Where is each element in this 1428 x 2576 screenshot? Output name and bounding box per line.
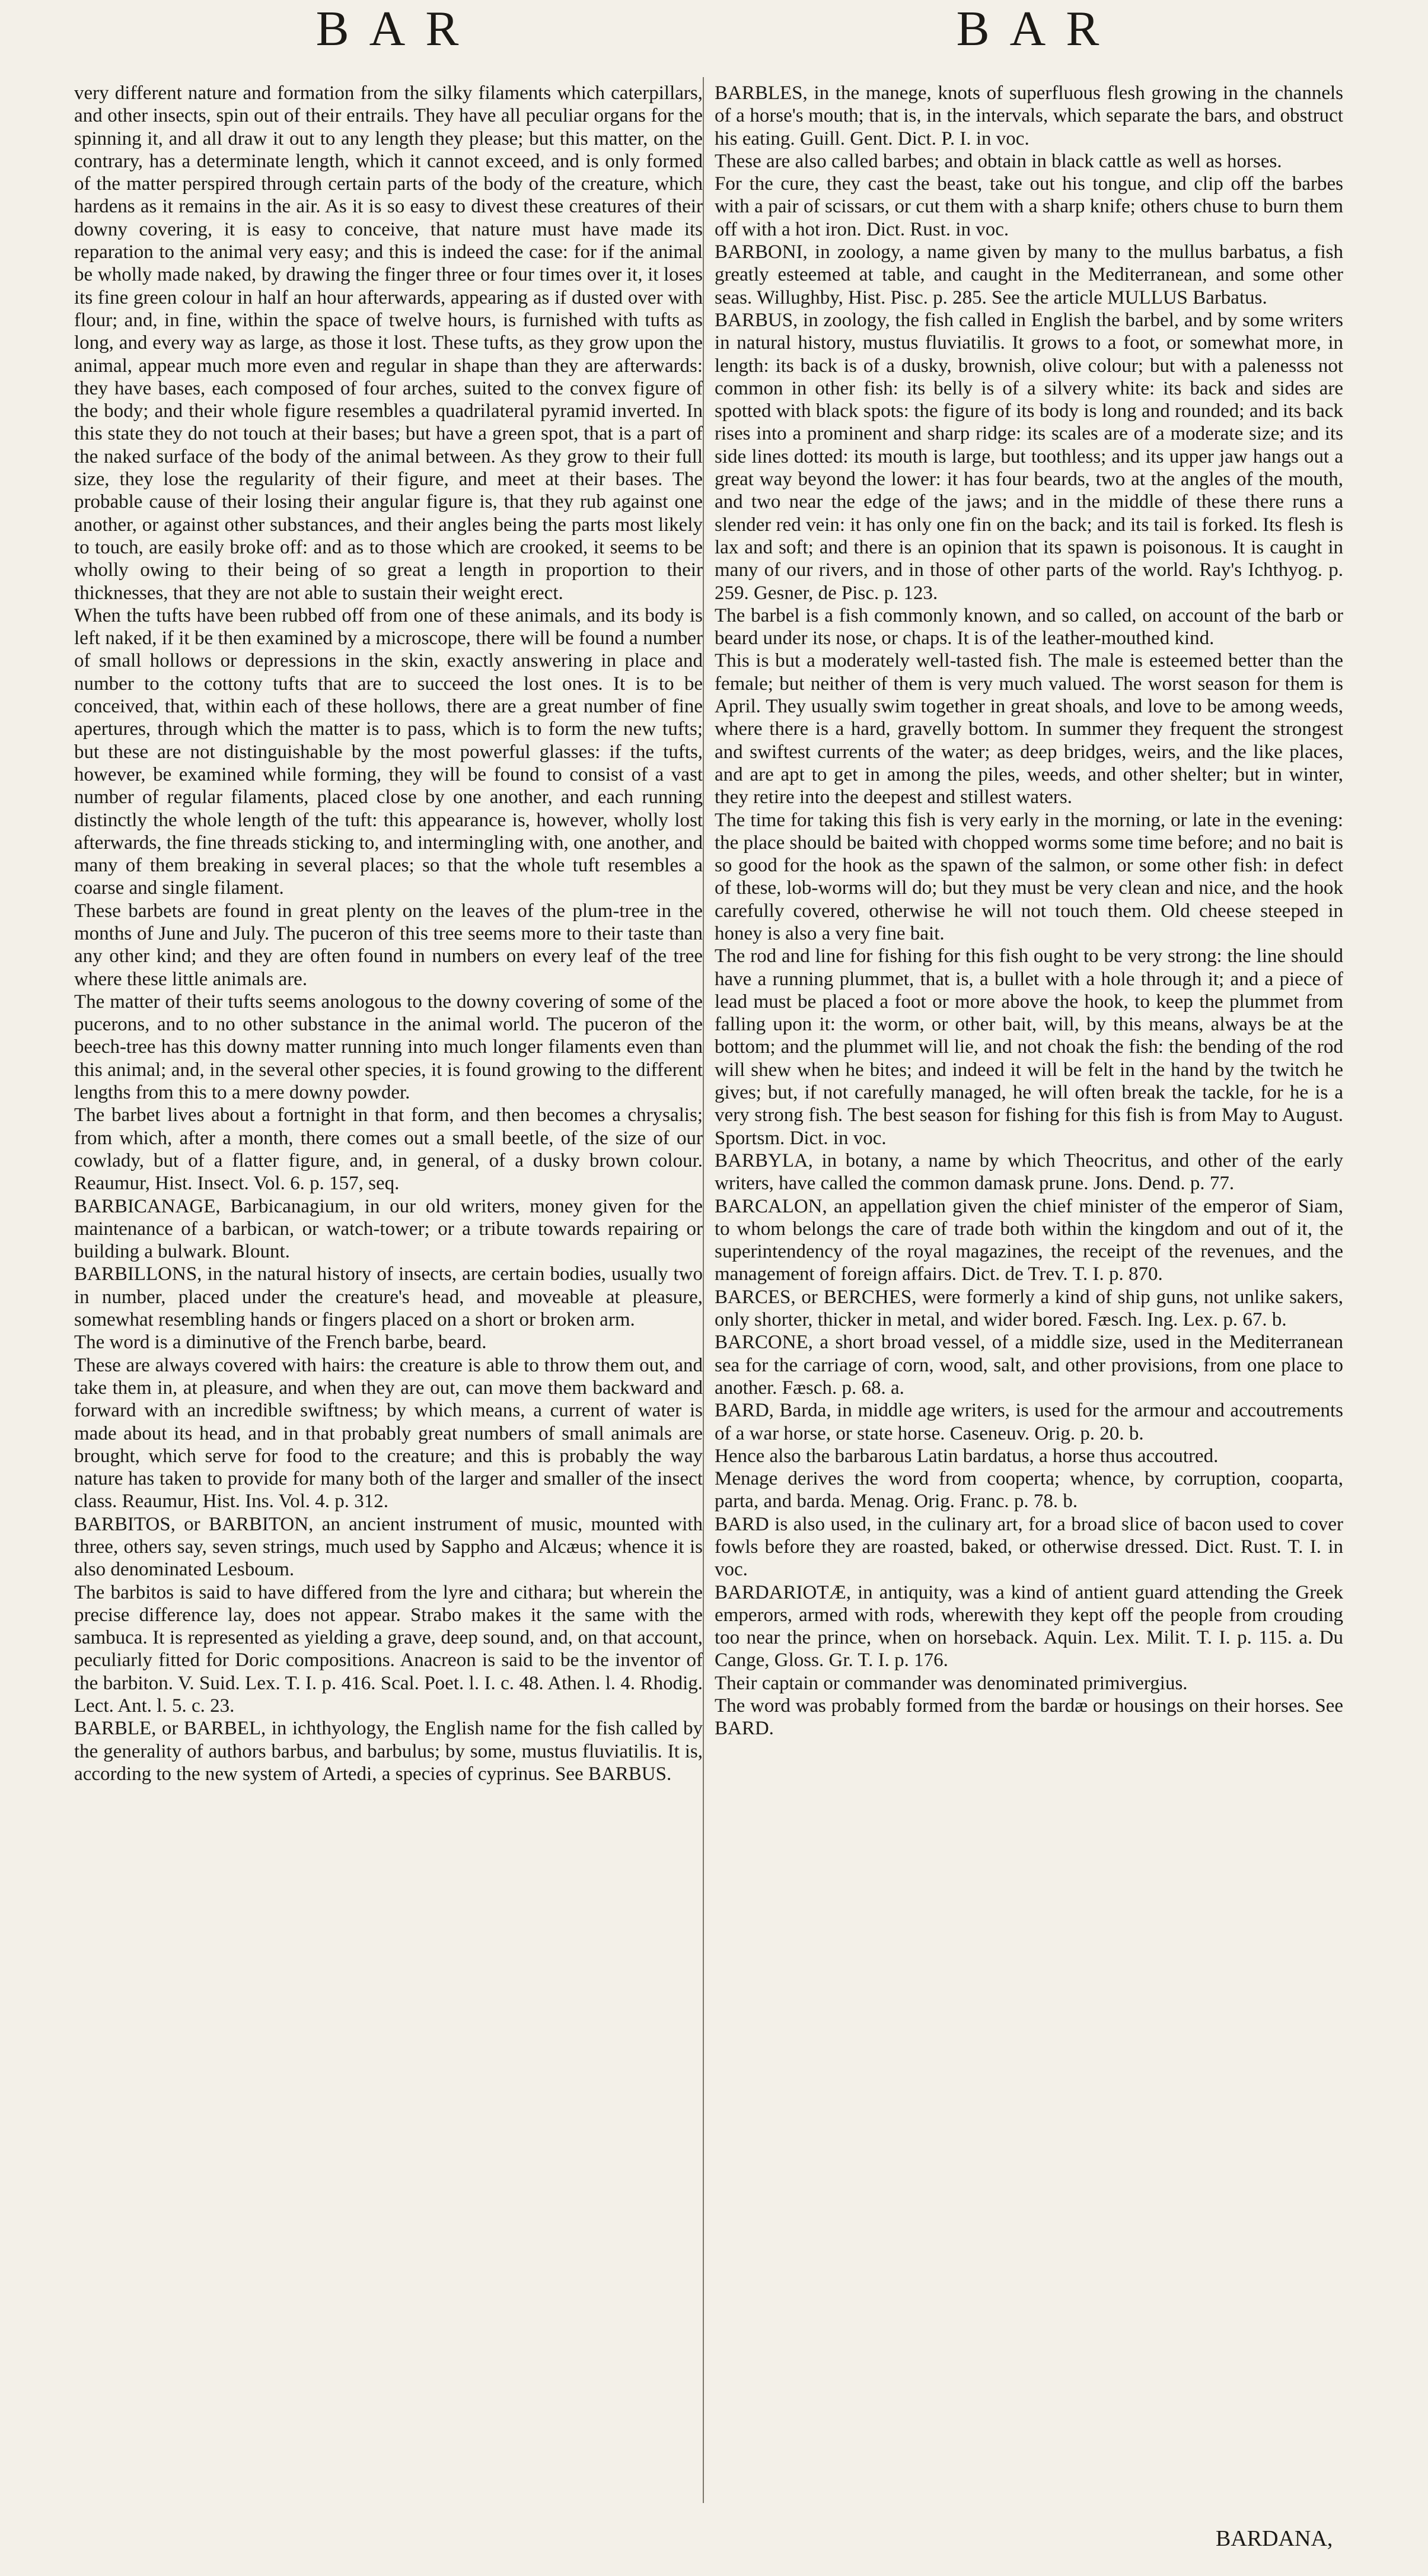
column-rule — [703, 77, 704, 2503]
paragraph: BARBLES, in the manege, knots of superfluous flesh growing in the channels of a horse's mouth; that is, in the intervals, which separate the bars, and obstruct his eating. Guill. Gent. Dict. P. I. in voc. — [715, 82, 1343, 149]
paragraph: BARBICANAGE, Barbicanagium, in our old writers, money given for the maintenance of a barbican, or watch-tower; or a tribute towards repairing or building a bulwark. Blount. — [74, 1195, 703, 1263]
paragraph: BARD, Barda, in middle age writers, is used for the armour and accoutrements of a war horse, or state horse. Caseneuv. Orig. p. 20. b. — [715, 1400, 1343, 1444]
paragraph: These barbets are found in great plenty on the leaves of the plum-tree in the months of June and July. The puceron of this tree seems more to their taste than any other kind; and they are often found in numbers on every leaf of the tree where these little animals are. — [74, 900, 703, 990]
paragraph: When the tufts have been rubbed off from one of these animals, and its body is left naked, if it be then examined by a microscope, there will be found a number of small hollows or depressions in the skin, exactly answering in place and number to the cottony tufts that are to succeed the lost ones. It is to be conceived, that, within each of these hollows, there are a great number of fine apertures, through which the matter is to pass, which is to form the new tufts; but these are not distinguishable by the most powerful glasses: if the tufts, however, be examined while forming, they will be found to consist of a vast number of regular filaments, placed close by one another, and each running distinctly the whole length of the tuft: this appearance is, however, wholly lost afterwards, the fine threads sticking to, and intermingling with, one another, and many of them breaking in several places; so that the whole tuft resembles a coarse and single filament. — [74, 604, 703, 899]
paragraph: The barbel is a fish commonly known, and so called, on account of the barb or beard under its nose, or chaps. It is of the leather-mouthed kind. — [715, 604, 1343, 649]
paragraph: The time for taking this fish is very early in the morning, or late in the evening: the place should be baited with chopped worms some time before; and no bait is so good for the hook as the spawn of the salmon, or some other fish: in defect of these, lob-worms will do; but they must be very clean and nice, and the hook carefully covered, otherwise he will not touch them. Old cheese steeped in honey is also a very fine bait. — [715, 809, 1343, 944]
paragraph: Hence also the barbarous Latin bardatus, a horse thus accoutred. — [715, 1445, 1219, 1467]
paragraph: These are also called barbes; and obtain in black cattle as well as horses. — [715, 150, 1282, 172]
paragraph: The matter of their tufts seems anologous to the downy covering of some of the pucerons, and to no other substance in the animal world. The puceron of the beech-tree has this downy matter running into much longer filaments even than this animal; and, in the several other species, it is found growing to the different lengths from this to a mere downy powder. — [74, 991, 703, 1104]
catchword: BARDANA, — [1216, 2526, 1333, 2551]
paragraph: BARBITOS, or BARBITON, an ancient instrument of music, mounted with three, others say, seven strings, much used by Sappho and Alcæus; whence it is also denominated Lesboum. — [74, 1513, 703, 1581]
paragraph: This is but a moderately well-tasted fish. The male is esteemed better than the female; but neither of them is very much valued. The worst season for them is April. They usually swim together in great shoals, and love to be among weeds, where there is a hard, gravelly bottom. In summer they frequent the strongest and swiftest currents of the water; as deep bridges, weirs, and the like places, and are apt to get in among the piles, weeds, and other shelter; but in winter, they retire into the deepest and stillest waters. — [715, 650, 1343, 808]
paragraph: BARDARIOTÆ, in antiquity, was a kind of antient guard attending the Greek emperors, armed with rods, wherewith they kept off the people from crouding too near the prince, when on horseback. Aquin. Lex. Milit. T. I. p. 115. a. Du Cange, Gloss. Gr. T. I. p. 176. — [715, 1581, 1343, 1671]
paragraph: BARCONE, a short broad vessel, of a middle size, used in the Mediterranean sea for the carriage of corn, wood, salt, and other provisions, from one place to another. Fæsch. p. 68. a. — [715, 1332, 1343, 1399]
paragraph: BARBILLONS, in the natural history of insects, are certain bodies, usually two in number, placed under the creature's head, and moveable at pleasure, somewhat resembling hands or fingers placed on a short or broken arm. — [74, 1263, 703, 1331]
paragraph: The word was probably formed from the bardæ or housings on their horses. See BARD. — [715, 1695, 1343, 1740]
paragraph: Menage derives the word from cooperta; whence, by corruption, cooparta, parta, and barda. Menag. Orig. Franc. p. 78. b. — [715, 1468, 1343, 1513]
paragraph: BARCES, or BERCHES, were formerly a kind of ship guns, not unlike sakers, only shorter, thicker in metal, and wider bored. Fæsch. Ing. Lex. p. 67. b. — [715, 1286, 1343, 1331]
right-column — [715, 82, 1343, 1740]
paragraph: very different nature and formation from the silky filaments which caterpillars, and other insects, spin out of their entrails. They have all peculiar organs for the spinning it, and all draw it out to any length they please; but this matter, on the contrary, has a determinate length, which it cannot exceed, and is only formed of the matter perspired through certain parts of the body of the creature, which hardens as it remains in the air. As it is so easy to divest these creatures of their downy covering, it is easy to conceive, that nature must have made its reparation to the animal very easy; and this is indeed the case: for if the animal be wholly made naked, by drawing the finger three or four times over it, it loses its fine green colour in half an hour afterwards, appearing as if dusted over with flour; and, in fine, within the space of twelve hours, is furnished with tufts as long, and every way as large, as those it lost. These tufts, as they grow upon the animal, appear much more even and regular in shape than they are afterwards: they have bases, each composed of four arches, suited to the convex figure of the body; and their whole figure resembles a quadrilateral pyramid inverted. In this state they do not touch at their bases; but have a green spot, that is a part of the naked surface of the body of the animal between. As they grow to their full size, they lose the regularity of their figure, and meet at their bases. The probable cause of their losing their angular figure is, that they rub against one another, or against other substances, and their angles being the parts most likely to touch, are easily broke off: and as to those which are crooked, it seems to be wholly owing to their being of so great a length in proportion to their thicknesses, that they are not able to sustain their weight erect. — [74, 82, 703, 604]
paragraph: BARBYLA, in botany, a name by which Theocritus, and other of the early writers, have called the common damask prune. Jons. Dend. p. 77. — [715, 1150, 1343, 1195]
left-column — [74, 82, 703, 1785]
running-head-left: BAR — [315, 1, 479, 56]
paragraph: BARCALON, an appellation given the chief minister of the emperor of Siam, to whom belongs the care of trade both within the kingdom and out of it, the superintendency of the royal magazines, the receipt of the revenues, and the management of foreign affairs. Dict. de Trev. T. I. p. 870. — [715, 1195, 1343, 1285]
paragraph: The word is a diminutive of the French barbe, beard. — [74, 1332, 487, 1354]
paragraph: BARBUS, in zoology, the fish called in English the barbel, and by some writers in natural history, mustus fluviatilis. It grows to a foot, or somewhat more, in length: its back is of a dusky, brownish, olive colour; but with a palenesss not common in other fish: its belly is of a silvery white: its back and sides are spotted with black spots: the figure of its body is long and rounded; and its back rises into a prominent and sharp ridge: its scales are of a moderate size; and its side lines dotted: its mouth is large, but toothless; and its upper jaw hangs out a great way beyond the lower: it has four beards, two at the angles of the mouth, and two near the edge of the jaws; and in the middle of these there runs a slender red vein: it has only one fin on the back; and its tail is forked. Its flesh is lax and soft; and there is an opinion that its spawn is poisonous. It is caught in many of our rivers, and in those of other parts of the world. Ray's Ichthyog. p. 259. Gesner, de Pisc. p. 123. — [715, 309, 1343, 604]
paragraph: The rod and line for fishing for this fish ought to be very strong: the line should have a running plummet, that is, a bullet with a hole through it; and a piece of lead must be placed a foot or more above the hook, to keep the plummet from falling upon it: the worm, or other bait, will, by this means, always be at the bottom; and the plummet will lie, and not choak the fish: the bending of the rod will shew when he bites; and indeed it will be felt in the hand by the twitch he gives; but, if not carefully managed, he will often break the tackle, for he is a very strong fish. The best season for fishing for this fish is from May to August. Sportsm. Dict. in voc. — [715, 945, 1343, 1149]
paragraph: The barbitos is said to have differed from the lyre and cithara; but wherein the precise difference lay, does not appear. Strabo makes it the same with the sambuca. It is represented as yielding a grave, deep sound, and, on that account, peculiarly fitted for Doric compositions. Anacreon is said to be the inventor of the barbiton. V. Suid. Lex. T. I. p. 416. Scal. Poet. l. I. c. 48. Athen. l. 4. Rhodig. Lect. Ant. l. 5. c. 23. — [74, 1581, 703, 1717]
paragraph: BARBONI, in zoology, a name given by many to the mullus barbatus, a fish greatly esteemed at table, and caught in the Mediterranean, and some other seas. Willughby, Hist. Pisc. p. 285. See the article MULLUS Barbatus. — [715, 241, 1343, 308]
paragraph: The barbet lives about a fortnight in that form, and then becomes a chrysalis; from which, after a month, there comes out a small beetle, of the size of our cowlady, but of a flatter figure, and, in general, of a dusky brown colour. Reaumur, Hist. Insect. Vol. 6. p. 157, seq. — [74, 1104, 703, 1195]
paragraph: For the cure, they cast the beast, take out his tongue, and clip off the barbes with a pair of scissars, or cut them with a sharp knife; others chuse to burn them off with a hot iron. Dict. Rust. in voc. — [715, 173, 1343, 240]
paragraph: BARBLE, or BARBEL, in ichthyology, the English name for the fish called by the generality of authors barbus, and barbulus; by some, mustus fluviatilis. It is, according to the new system of Artedi, a species of cyprinus. See BARBUS. — [74, 1718, 703, 1785]
paragraph: These are always covered with hairs: the creature is able to throw them out, and take them in, at pleasure, and when they are out, can move them backward and forward with an incredible swiftness; by which means, a current of water is made about its head, and in that probably great numbers of small animals are brought, which serve for food to the creature; and this is probably the way nature has taken to provide for many both of the larger and smaller of the insect class. Reaumur, Hist. Ins. Vol. 4. p. 312. — [74, 1354, 703, 1513]
running-head-right: BAR — [956, 1, 1120, 56]
paragraph: BARD is also used, in the culinary art, for a broad slice of bacon used to cover fowls before they are roasted, baked, or otherwise dressed. Dict. Rust. T. I. in voc. — [715, 1513, 1343, 1581]
paragraph: Their captain or commander was denominated primivergius. — [715, 1672, 1188, 1694]
